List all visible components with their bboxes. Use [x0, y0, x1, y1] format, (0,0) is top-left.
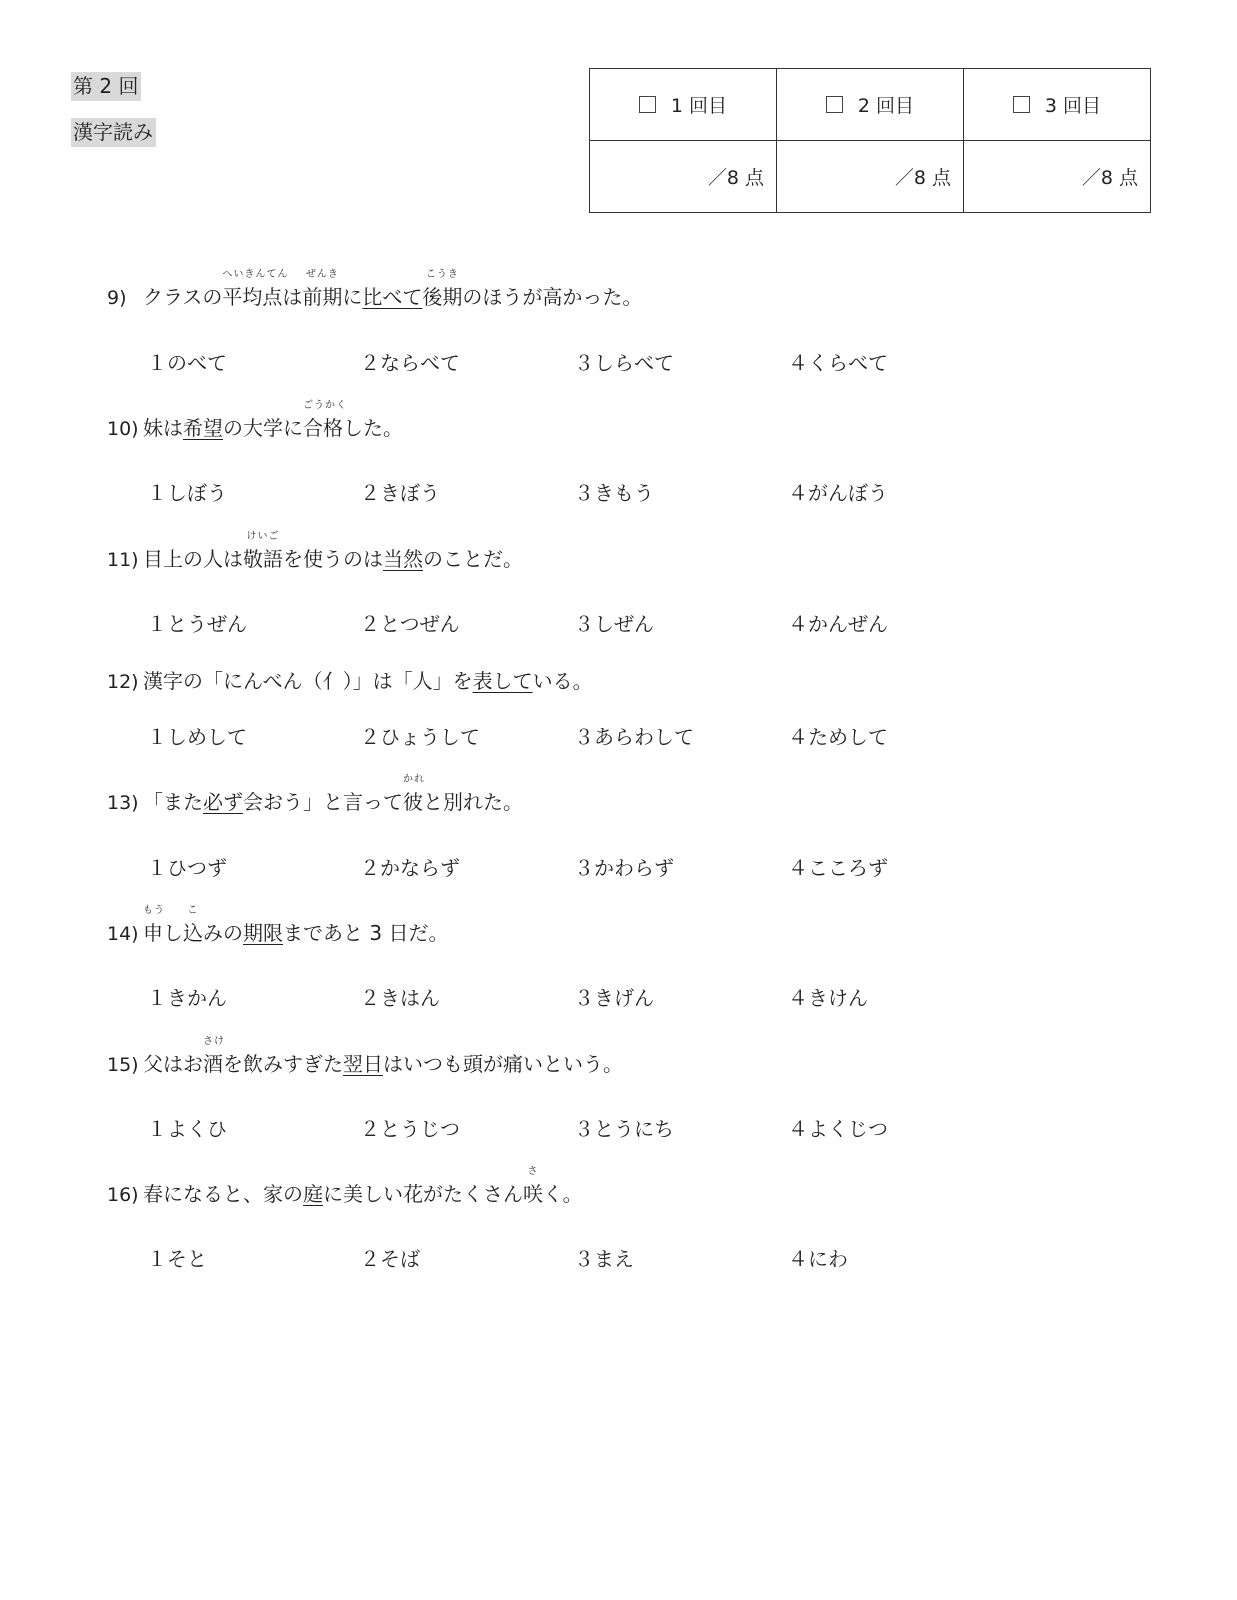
ruby-word	[243, 531, 283, 571]
ruby-reading: へいきんてん	[222, 269, 289, 280]
ruby-base: 平均点	[222, 285, 283, 309]
ruby-reading: ぜんき	[305, 269, 339, 280]
target-word: 庭	[303, 1182, 323, 1206]
ruby-base: 敬語	[243, 547, 283, 571]
question-text: を使うのは	[283, 547, 383, 571]
question-number: 11)	[107, 549, 139, 571]
answer-option-1[interactable]: １ひつず	[147, 856, 227, 880]
checkbox-1[interactable]	[639, 96, 656, 113]
ruby-word	[222, 269, 289, 309]
question-text: した。	[343, 416, 403, 440]
question-text: を飲みすぎた	[223, 1052, 343, 1076]
question-text: 会おう」と言って	[243, 790, 403, 814]
ruby-word	[422, 269, 463, 309]
answer-option-1[interactable]: １しぼう	[147, 481, 227, 505]
answer-option-2[interactable]: ２きはん	[360, 986, 440, 1010]
attempt-cell-1	[590, 69, 777, 141]
question-number: 16)	[107, 1184, 139, 1206]
question	[107, 531, 523, 572]
score-table	[589, 68, 1151, 213]
target-word: 比べて	[362, 285, 423, 309]
question-text: く。	[543, 1182, 583, 1206]
answer-option-3[interactable]: ３まえ	[574, 1247, 634, 1271]
ruby-reading: もう	[143, 905, 165, 916]
ruby-reading: ごうかく	[303, 400, 347, 411]
question-text: まであと 3 日だ。	[283, 921, 449, 945]
checkbox-3[interactable]	[1013, 96, 1030, 113]
ruby-word	[143, 905, 165, 945]
answer-option-1[interactable]: １きかん	[147, 986, 227, 1010]
answer-option-3[interactable]: ３かわらず	[574, 856, 674, 880]
ruby-base: 後期	[422, 285, 463, 309]
ruby-word	[203, 1036, 225, 1076]
ruby-reading: こうき	[425, 269, 459, 280]
answer-option-1[interactable]: １そと	[147, 1247, 207, 1271]
question-text: いる。	[532, 669, 593, 693]
question-text: みの	[203, 921, 243, 945]
question-number: 9)	[107, 287, 127, 309]
ruby-word	[403, 774, 425, 814]
ruby-base: 申	[143, 921, 163, 945]
question	[107, 269, 643, 310]
question-text: に	[342, 285, 363, 309]
score-cell-2: ／8 点	[777, 141, 964, 213]
answer-option-4[interactable]: ４よくじつ	[788, 1117, 888, 1141]
answer-option-3[interactable]: ３あらわして	[574, 725, 694, 749]
target-word: 表して	[472, 669, 533, 693]
target-word: 翌日	[343, 1052, 383, 1076]
question-text: のほうが高かった。	[462, 285, 643, 309]
target-word: 希望	[183, 416, 223, 440]
target-word: 期限	[243, 921, 283, 945]
ruby-base: 酒	[203, 1052, 223, 1076]
question	[107, 774, 523, 815]
ruby-reading: かれ	[403, 774, 425, 785]
answer-option-4[interactable]: ４こころず	[788, 856, 888, 880]
question	[107, 669, 593, 694]
answer-option-3[interactable]: ３きもう	[574, 481, 654, 505]
question-number: 15)	[107, 1054, 139, 1076]
score-cell-1: ／8 点	[590, 141, 777, 213]
question-number: 12)	[107, 671, 139, 693]
answer-option-4[interactable]: ４がんぼう	[788, 481, 888, 505]
ruby-word	[523, 1166, 543, 1206]
ruby-word	[302, 269, 343, 309]
answer-option-4[interactable]: ４ためして	[788, 725, 888, 749]
answer-option-1[interactable]: １とうぜん	[147, 612, 247, 636]
score-cell-3: ／8 点	[964, 141, 1151, 213]
question	[107, 1166, 583, 1207]
answer-option-2[interactable]: ２とうじつ	[360, 1117, 460, 1141]
ruby-base: 合格	[303, 416, 343, 440]
checkbox-2[interactable]	[826, 96, 843, 113]
answer-option-4[interactable]: ４かんぜん	[788, 612, 888, 636]
ruby-reading: さ	[527, 1166, 539, 1177]
answer-option-3[interactable]: ３しぜん	[574, 612, 654, 636]
attempt-label-2: 2 回目	[857, 95, 915, 117]
attempt-cell-2	[777, 69, 964, 141]
answer-option-4[interactable]: ４きけん	[788, 986, 868, 1010]
answer-option-2[interactable]: ２きぼう	[360, 481, 440, 505]
ruby-reading: けいご	[246, 531, 280, 542]
question-text: に美しい花がたくさん	[323, 1182, 523, 1206]
section-title: 漢字読み	[71, 118, 156, 147]
round-label: 第 2 回	[71, 72, 141, 101]
question-text: 父はお	[143, 1052, 203, 1076]
question	[107, 905, 449, 946]
question-text: クラスの	[143, 285, 223, 309]
answer-option-2[interactable]: ２かならず	[360, 856, 460, 880]
question-text: のことだ。	[423, 547, 523, 571]
answer-option-2[interactable]: ２そば	[360, 1247, 420, 1271]
ruby-word	[183, 905, 203, 945]
question-number: 10)	[107, 418, 139, 440]
attempt-label-3: 3 回目	[1044, 95, 1102, 117]
answer-option-4[interactable]: ４にわ	[788, 1247, 848, 1271]
question-text: 漢字の「にんべん（亻）」は「人」を	[143, 669, 473, 693]
ruby-base: 込	[183, 921, 203, 945]
answer-option-2[interactable]: ２ならべて	[360, 351, 460, 375]
question-text: 目上の人は	[143, 547, 243, 571]
answer-option-1[interactable]: １よくひ	[147, 1117, 227, 1141]
answer-option-2[interactable]: ２ひょうして	[360, 725, 480, 749]
question	[107, 1036, 623, 1077]
ruby-reading: さけ	[203, 1036, 225, 1047]
target-word: 当然	[383, 547, 423, 571]
question-number: 14)	[107, 923, 139, 945]
question-text: と別れた。	[423, 790, 523, 814]
answer-option-4[interactable]: ４くらべて	[788, 351, 888, 375]
ruby-base: 彼	[403, 790, 423, 814]
ruby-base: 前期	[302, 285, 343, 309]
question-text: はいつも頭が痛いという。	[383, 1052, 623, 1076]
question-text: 春になると、家の	[143, 1182, 303, 1206]
ruby-reading: こ	[187, 905, 199, 916]
question-text: の大学に	[223, 416, 303, 440]
answer-option-3[interactable]: ３きげん	[574, 986, 654, 1010]
answer-option-1[interactable]: １のべて	[147, 351, 227, 375]
question-text: 妹は	[143, 416, 183, 440]
question-text: 「また	[143, 790, 203, 814]
answer-option-3[interactable]: ３しらべて	[574, 351, 674, 375]
question-text: し	[163, 921, 183, 945]
attempt-label-1: 1 回目	[670, 95, 728, 117]
question-number: 13)	[107, 792, 139, 814]
answer-option-1[interactable]: １しめして	[147, 725, 247, 749]
attempt-cell-3	[964, 69, 1151, 141]
ruby-word	[303, 400, 347, 440]
ruby-base: 咲	[523, 1182, 543, 1206]
answer-option-2[interactable]: ２とつぜん	[360, 612, 460, 636]
target-word: 必ず	[203, 790, 243, 814]
question-text: は	[282, 285, 303, 309]
answer-option-3[interactable]: ３とうにち	[574, 1117, 674, 1141]
question	[107, 400, 403, 441]
